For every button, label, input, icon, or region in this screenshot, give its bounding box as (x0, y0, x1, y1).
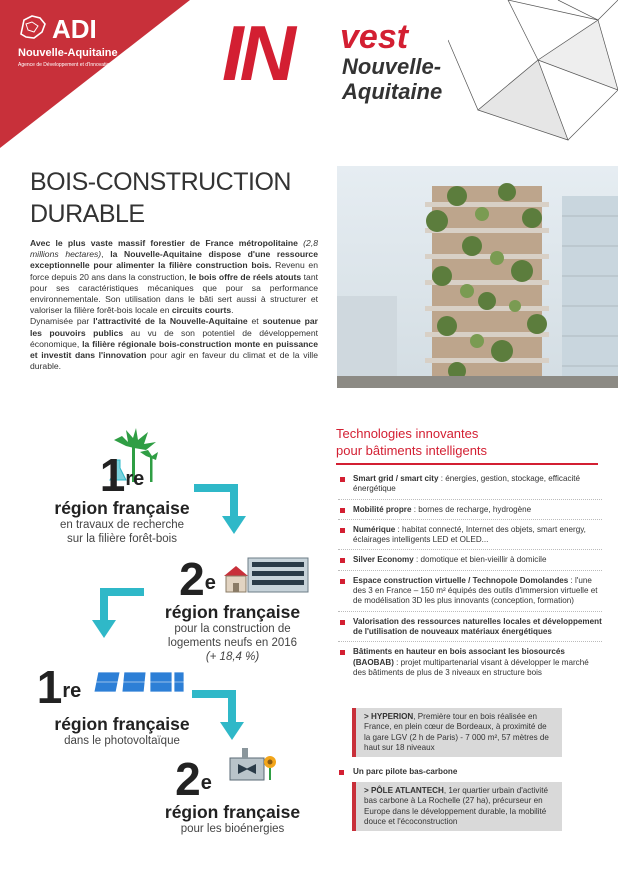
stat-card-2 (140, 553, 325, 664)
rank-desc: en travaux de recherche (59, 519, 185, 531)
tech-item-label: Espace construction virtuelle / Technopole Domolandes (353, 575, 569, 585)
atlantech-text: , 1er quartier urbain d'activité bas carbone à La Rochelle (27 ha), précurseur en Europe dans le développement durable, la mobilité douce et l'écoconstruction (364, 786, 548, 826)
tech-item (338, 555, 602, 570)
intro-text-span: . (231, 305, 234, 316)
tech-item-label: Smart grid / smart city (353, 474, 439, 483)
tech-section-title (336, 425, 596, 459)
rank-value: 2 (179, 553, 205, 605)
intro-bold: soutenue par les pouvoirs publics (30, 316, 318, 338)
tech-item-label: Silver Economy (353, 555, 414, 565)
tech-item (338, 525, 602, 551)
hyperion-text: , Première tour en bois réalisée en France, en plein cœur de Bordeaux, à proximité de la gare LGV (2 h de Paris) - 7 000 m², 57 mètres de haut sur 18 niveaux (364, 712, 549, 752)
intro-text-span: , (101, 249, 111, 260)
intro-text-span: tant pour ses caractéristiques mécaniques que pour sa performance environnementale. Son utilisation dans le bâti sert aussi à structurer et valoriser la filière forêt-bois locale en (30, 271, 318, 316)
tech-title-line1: Technologies innovantes (336, 426, 479, 441)
rank-suffix: re (62, 680, 82, 702)
adi-logo (18, 14, 97, 45)
tech-item-label: Numérique (353, 524, 396, 534)
adi-region: Nouvelle-Aquitaine (18, 47, 118, 59)
stat-card-4 (140, 753, 325, 836)
tech-item (338, 505, 602, 520)
atlantech-title: > PÔLE ATLANTECH (364, 786, 444, 795)
invest-in: IN (222, 9, 292, 97)
tech-item-text: : bornes de recharge, hydrogène (411, 504, 532, 514)
pilot-park-label: Un parc pilote bas-carbone (353, 767, 458, 776)
tech-item-label: Valorisation des ressources naturelles locales et développement de l'utilisation de nouveaux matériaux énergétiques (353, 616, 602, 636)
intro-bold: Avec le plus vaste massif forestier de France métropolitaine (30, 238, 298, 248)
rank-desc: logements neufs en 2016 (167, 637, 298, 649)
intro-text-span: Revenu en force depuis 20 ans dans la construction, (30, 260, 318, 282)
rank-number (62, 753, 325, 805)
tech-item (338, 474, 602, 500)
tech-item-text: : l'une des 3 en France – 150 m² équipés des outils d'immersion virtuelle et de modélisation 3D les plus innovants (conception, formation) (353, 575, 598, 606)
intro-text-span: Dynamisée par (30, 316, 94, 327)
intro-text (30, 238, 318, 372)
rank-region: région française (164, 602, 301, 622)
atlantech-box (352, 782, 562, 831)
intro-bold: la Nouvelle-Aquitaine dispose d'une ressource exceptionnelle pour alimenter la filière construction bois. (30, 249, 318, 271)
rank-desc: dans le photovoltaïque (64, 735, 180, 747)
rank-desc: sur la filière forêt-bois (67, 533, 177, 545)
tech-item-text: : énergies, gestion, stockage, efficacité énergétique (353, 474, 581, 494)
rank-region: région française (164, 802, 301, 822)
rank-desc: pour la construction de (174, 623, 291, 635)
rank-region: région française (54, 498, 190, 518)
arrow-down-right-icon (186, 686, 256, 746)
page-title (30, 166, 330, 230)
rank-suffix: re (125, 468, 145, 490)
rank-region: région française (54, 714, 190, 734)
adi-text: ADI (52, 14, 97, 44)
tech-item-label: Bâtiments en hauteur en bois associant les biosourcés (BAOBAB) (353, 647, 565, 667)
intro-italic: (2,8 millions hectares) (30, 238, 318, 260)
rank-value: 2 (175, 753, 201, 805)
polygon-decoration-icon (448, 0, 618, 150)
tech-title-line2: pour bâtiments intelligents (336, 443, 488, 458)
hyperion-box (352, 708, 562, 757)
intro-text-span: au vu de son potentiel de développement économique, (30, 327, 318, 349)
intro-bold: l'attractivité de la Nouvelle-Aquitaine (93, 316, 248, 327)
intro-paragraph-2 (30, 316, 318, 372)
intro-text-span: et (247, 316, 263, 327)
tree-tower-photo (337, 166, 618, 388)
tech-list (338, 474, 602, 687)
rank-suffix: e (204, 572, 216, 594)
region-map-icon (18, 14, 48, 40)
tech-title-rule (336, 463, 598, 465)
tech-item (338, 647, 602, 682)
rank-value: 1 (36, 661, 63, 713)
intro-paragraph-1 (30, 238, 318, 316)
title-line1: BOIS-CONSTRUCTION (30, 168, 291, 196)
rank-note: (+ 18,4 %) (205, 651, 260, 663)
adi-agency: Agence de Développement et d'Innovation (18, 62, 113, 68)
tech-item-text: : projet multipartenarial visant à développer le marché des bâtiments de plus de 3 niveaux en structure bois (353, 657, 589, 677)
tech-item-text: : domotique et bien-vieillir à domicile (413, 555, 547, 565)
intro-text-span: pour agir en faveur du climat et de la ville durable. (30, 350, 318, 372)
tech-item-label: Mobilité propre (353, 504, 412, 514)
title-line2: DURABLE (30, 200, 145, 228)
rank-suffix: e (200, 772, 212, 794)
rank-desc-note (140, 650, 325, 664)
intro-bold: la filière régionale bois-construction monte en puissance et investit dans l'innovation (30, 338, 318, 361)
rank-value: 1 (99, 449, 126, 501)
rank-desc: pour les bioénergies (180, 823, 285, 835)
invest-region-line2: Aquitaine (342, 79, 443, 104)
invest-vest: vest (340, 18, 409, 56)
hyperion-title: > HYPERION (364, 712, 414, 721)
invest-region-line1: Nouvelle- (342, 54, 442, 79)
arrow-down-left-icon (84, 584, 150, 646)
tech-item (338, 617, 602, 643)
tech-item (338, 576, 602, 612)
intro-bold: circuits courts (171, 305, 232, 316)
tech-item-text: : habitat connecté, Internet des objets, smart energy, éclairages intelligents LED et OLED... (353, 524, 586, 545)
intro-bold: le bois offre de réels atouts (189, 271, 302, 282)
arrow-down-right-icon (188, 480, 258, 540)
